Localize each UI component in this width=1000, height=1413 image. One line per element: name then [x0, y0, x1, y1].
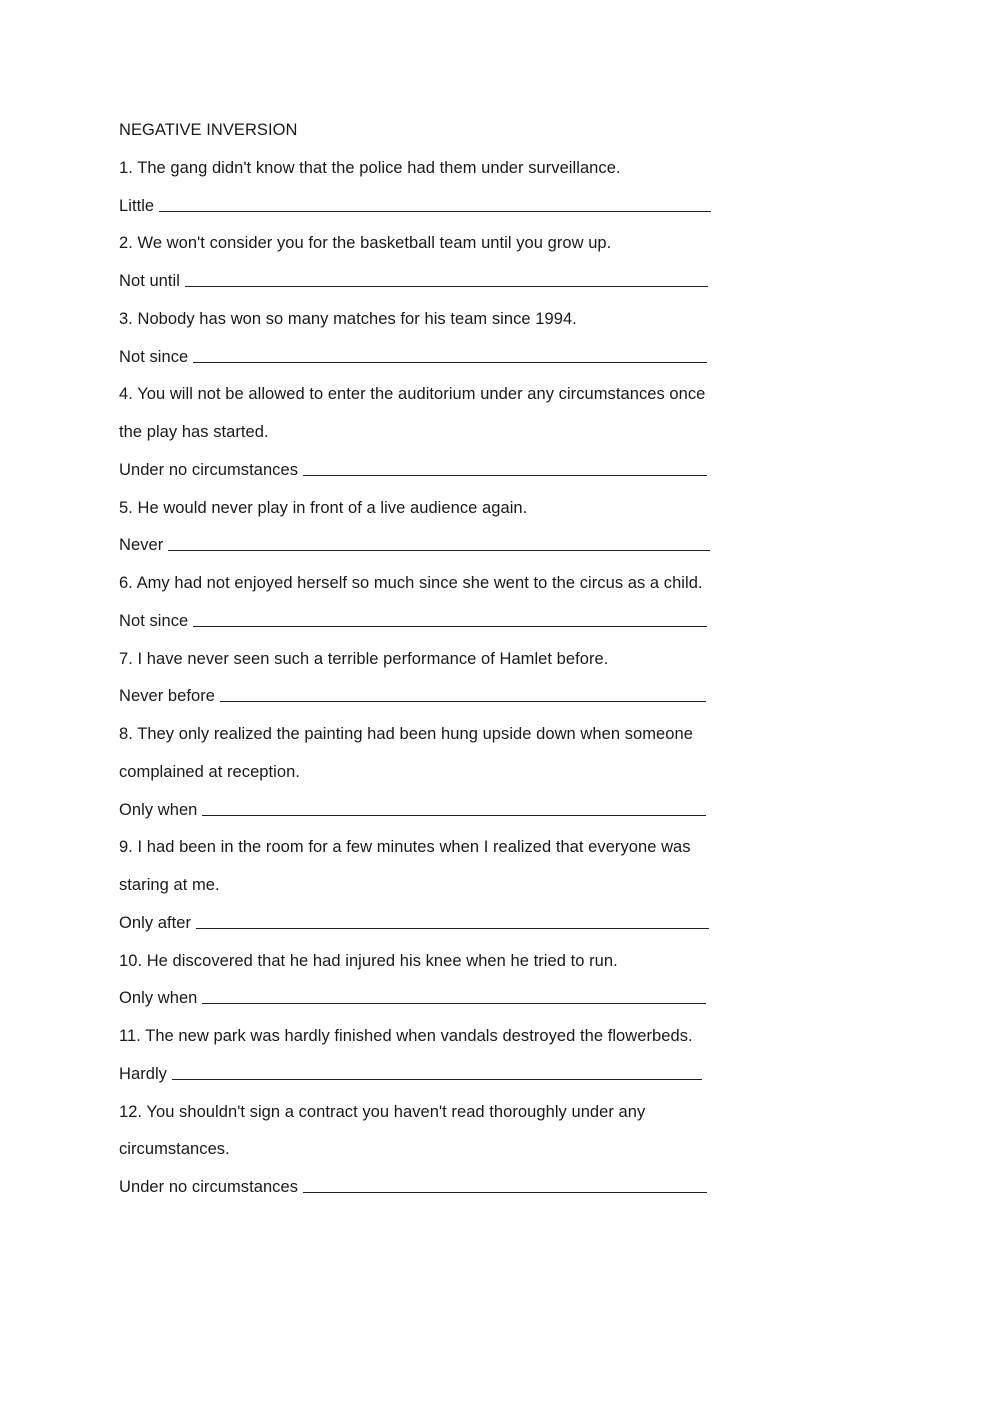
exercise-prompt: 1. The gang didn't know that the police had them under surveillance.: [119, 158, 621, 177]
exercise-1: [119, 154, 739, 230]
exercise-9: [119, 833, 739, 946]
answer-blank[interactable]: [196, 912, 709, 929]
answer-blank[interactable]: [220, 685, 706, 702]
answer-prefix: Never: [119, 536, 164, 555]
answer-prefix: Only when: [119, 989, 198, 1008]
answer-row: [119, 1060, 739, 1098]
exercise-prompt: 4. You will not be allowed to enter the auditorium under any circumstances once: [119, 385, 706, 404]
answer-blank[interactable]: [193, 346, 707, 363]
answer-prefix: Not until: [119, 272, 180, 290]
exercise-5: [119, 494, 739, 570]
answer-prefix: Not since: [119, 347, 189, 366]
exercise-prompt: 11. The new park was hardly finished when vandals destroyed the flowerbeds.: [119, 1027, 693, 1045]
answer-prefix: Under no circumstances: [119, 460, 299, 479]
exercise-prompt: 8. They only realized the painting had been hung upside down when someone: [119, 725, 693, 743]
answer-blank[interactable]: [303, 1176, 707, 1193]
answer-blank[interactable]: [172, 1063, 702, 1080]
answer-prefix: Only after: [119, 913, 192, 932]
exercise-prompt: 12. You shouldn't sign a contract you haven't read thoroughly under any: [119, 1102, 646, 1121]
answer-row: [119, 909, 739, 947]
answer-row: [119, 531, 739, 569]
answer-blank[interactable]: [202, 987, 706, 1004]
exercise-prompt-continued: staring at me.: [119, 876, 220, 894]
exercise-7: [119, 645, 739, 721]
answer-row: [119, 192, 739, 230]
exercise-prompt: 9. I had been in the room for a few minutes when I realized that everyone was: [119, 838, 691, 857]
answer-prefix: Hardly: [119, 1064, 167, 1083]
exercise-prompt-continued: circumstances.: [119, 1140, 230, 1159]
answer-blank[interactable]: [185, 270, 708, 287]
exercise-prompt-continued: the play has started.: [119, 423, 269, 441]
answer-row: [119, 456, 739, 494]
answer-blank[interactable]: [168, 534, 710, 551]
exercise-3: [119, 305, 739, 381]
exercise-6: [119, 569, 739, 645]
answer-blank[interactable]: [193, 610, 707, 627]
exercise-prompt: 5. He would never play in front of a live audience again.: [119, 498, 528, 517]
answer-prefix: Only when: [119, 800, 198, 819]
exercise-2: [119, 229, 739, 305]
answer-row: [119, 984, 739, 1022]
exercise-prompt-continued: complained at reception.: [119, 762, 300, 781]
answer-prefix: Not since: [119, 611, 189, 630]
exercise-prompt: 7. I have never seen such a terrible performance of Hamlet before.: [119, 649, 609, 668]
exercise-prompt: 6. Amy had not enjoyed herself so much since she went to the circus as a child.: [119, 574, 703, 592]
exercise-10: [119, 947, 739, 1023]
answer-row: [119, 682, 739, 720]
answer-prefix: Little: [119, 196, 155, 215]
answer-blank[interactable]: [303, 459, 707, 476]
answer-prefix: Never before: [119, 687, 215, 706]
answer-row: [119, 267, 739, 305]
exercise-4: [119, 380, 739, 493]
answer-row: [119, 796, 739, 834]
worksheet-title: NEGATIVE INVERSION: [119, 121, 298, 139]
answer-row: [119, 343, 739, 381]
exercise-12: [119, 1098, 739, 1211]
exercise-8: [119, 720, 739, 833]
answer-row: [119, 607, 739, 645]
answer-blank[interactable]: [202, 799, 706, 816]
exercise-prompt: 2. We won't consider you for the basketball team until you grow up.: [119, 234, 612, 253]
exercise-prompt: 3. Nobody has won so many matches for his team since 1994.: [119, 309, 577, 328]
answer-prefix: Under no circumstances: [119, 1178, 299, 1196]
answer-blank[interactable]: [159, 195, 711, 212]
exercise-prompt: 10. He discovered that he had injured his knee when he tried to run.: [119, 951, 618, 970]
worksheet-content: [119, 116, 739, 1211]
answer-row: [119, 1173, 739, 1211]
exercise-11: [119, 1022, 739, 1098]
